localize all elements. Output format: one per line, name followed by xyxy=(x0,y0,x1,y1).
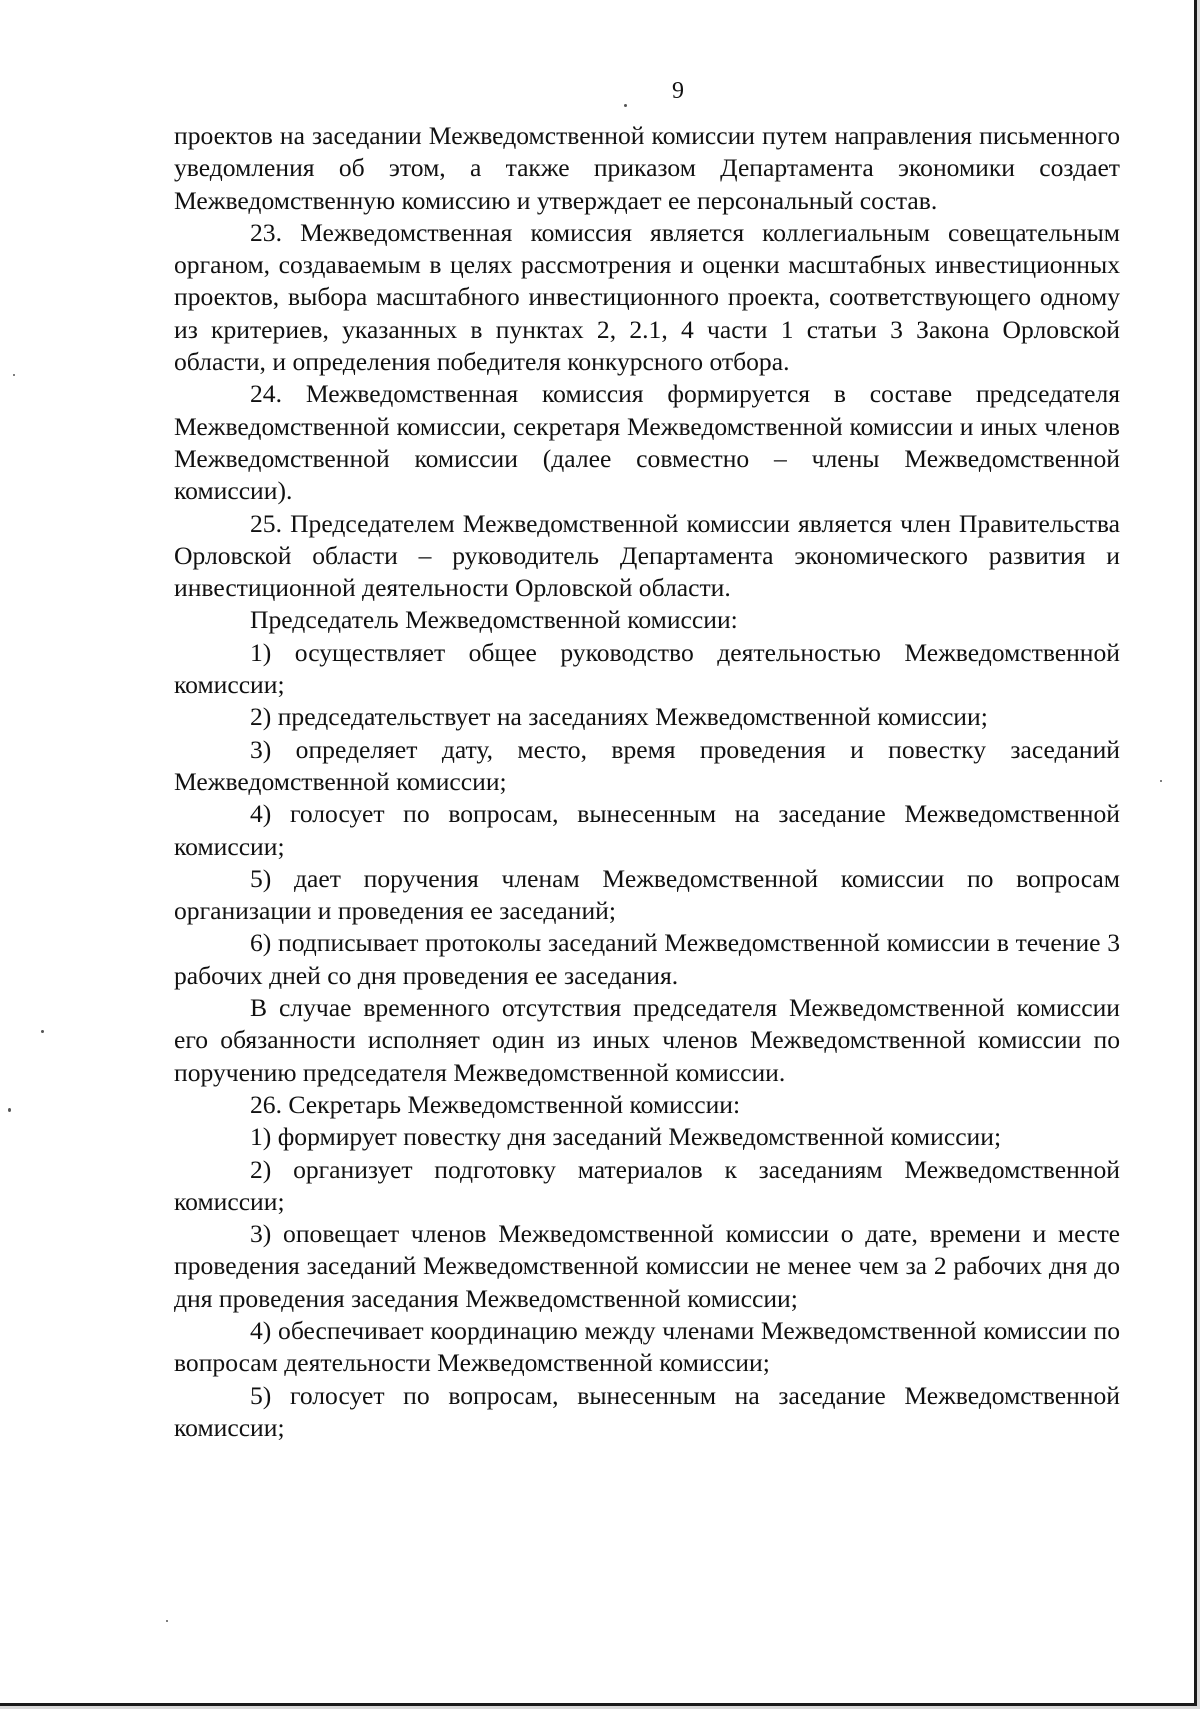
document-body xyxy=(174,120,1120,1444)
list-item-chair-2: 2) председательствует на заседаниях Межведомственной комиссии; xyxy=(250,702,988,732)
list-item-chair-3: 3) определяет дату, место, время проведения и повестку заседаний Межведомственной комиссии; xyxy=(174,734,1120,796)
list-item-secretary-4: 4) обеспечивает координацию между членами Межведомственной комиссии по вопросам деятельности Межведомственной комиссии; xyxy=(174,1315,1120,1378)
list-item-chair-5: 5) дает поручения членам Межведомственной комиссии по вопросам организации и проведения ее заседаний; xyxy=(174,863,1120,926)
list-item-chair-4: 4) голосует по вопросам, вынесенным на заседание Межведомственной комиссии; xyxy=(174,799,1120,861)
list-item-chair-6: 6) подписывает протоколы заседаний Межведомственной комиссии в течение 3 рабочих дней со дня проведения ее заседания. xyxy=(174,928,1120,990)
paragraph-continuation: проектов на заседании Межведомственной комиссии путем направления письменного уведомления об этом, а также приказом Департамента экономики создает Межведомственную комиссию и утверждает ее персональный состав. xyxy=(174,121,1120,215)
scan-speck xyxy=(8,1108,11,1112)
paragraph-26: 26. Секретарь Межведомственной комиссии: xyxy=(250,1089,741,1119)
paragraph-24: 24. Межведомственная комиссия формируется в составе председателя Межведомственной комиссии, секретаря Межведомственной комиссии и иных членов Межведомственной комиссии (далее совместно – члены Межведомственной комиссии). xyxy=(174,379,1120,506)
list-item-secretary-5: 5) голосует по вопросам, вынесенным на заседание Межведомственной комиссии; xyxy=(174,1380,1120,1442)
scan-speck xyxy=(1160,780,1162,782)
paragraph-23: 23. Межведомственная комиссия является коллегиальным совещательным органом, создаваемым в целях рассмотрения и оценки масштабных инвестиционных проектов, выбора масштабного инвестиционного проекта, соответствующего одному из критериев, указанных в пунктах 2, 2.1, 4 части 1 статьи 3 Закона Орловской области, и определения победителя конкурсного отбора. xyxy=(174,217,1120,377)
list-item-chair-1: 1) осуществляет общее руководство деятельностью Межведомственной комиссии; xyxy=(174,637,1120,700)
list-item-secretary-1: 1) формирует повестку дня заседаний Межведомственной комиссии; xyxy=(250,1122,1002,1152)
paragraph-absence: В случае временного отсутствия председателя Межведомственной комиссии его обязанности исполняет один из иных членов Межведомственной комиссии по поручению председателя Межведомственной комиссии. xyxy=(174,993,1120,1087)
scan-speck xyxy=(13,374,15,376)
scan-speck xyxy=(166,1620,168,1622)
paragraph-25: 25. Председателем Межведомственной комиссии является член Правительства Орловской области – руководитель Департамента экономического развития и инвестиционной деятельности Орловской области. xyxy=(174,508,1120,603)
scan-speck xyxy=(624,104,627,107)
scan-speck xyxy=(41,1030,44,1033)
list-item-secretary-3: 3) оповещает членов Межведомственной комиссии о дате, времени и месте проведения заседаний Межведомственной комиссии не менее чем за 2 рабочих дня до дня проведения заседания Межведомственной комиссии; xyxy=(174,1219,1120,1313)
page-number: 9 xyxy=(672,78,684,104)
list-item-secretary-2: 2) организует подготовку материалов к заседаниям Межведомственной комиссии; xyxy=(174,1154,1120,1216)
paragraph-chair-intro: Председатель Межведомственной комиссии: xyxy=(250,605,738,635)
